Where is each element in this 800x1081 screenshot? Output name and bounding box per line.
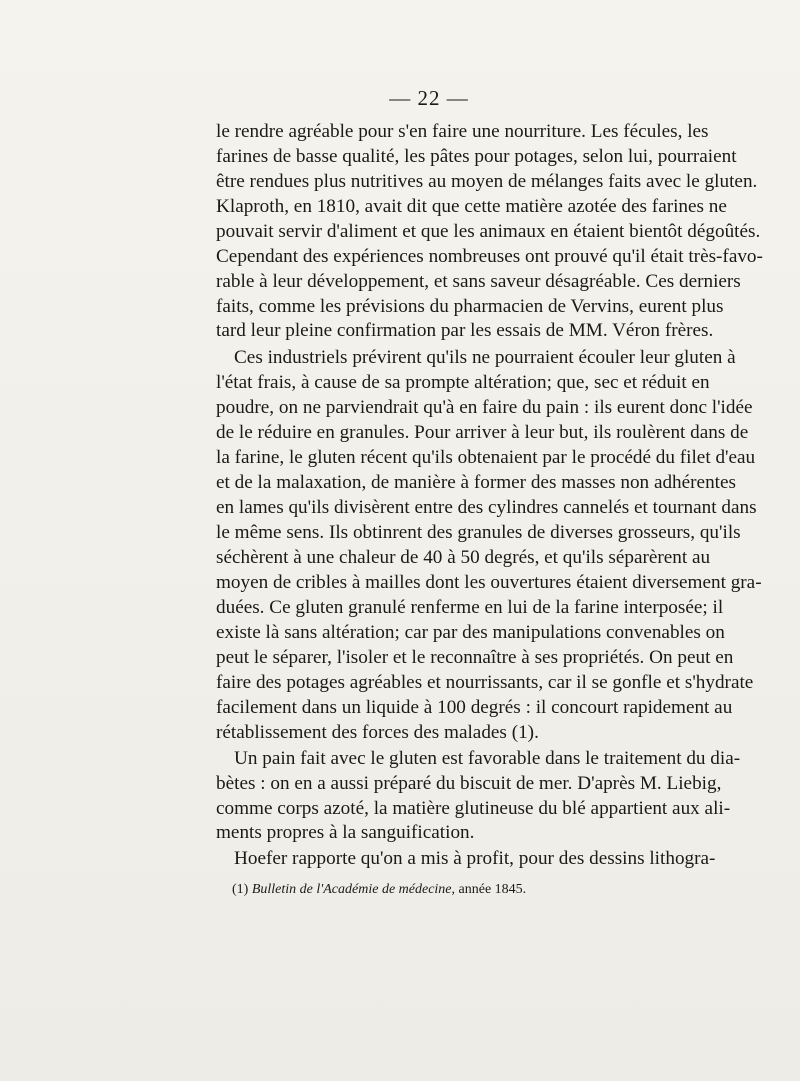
footnote-title: Bulletin de l'Académie de médecine, xyxy=(251,882,456,897)
text-line: duées. Ce gluten granulé renferme en lui de la farine interposée; il xyxy=(216,597,724,618)
text-line: Cependant des expériences nombreuses ont prouvé qu'il était très-favo- xyxy=(216,246,763,267)
footnote-marker: (1) xyxy=(232,882,249,897)
page-number: — 22 — xyxy=(389,86,469,110)
text-line: rétablissement des forces des malades (1). xyxy=(216,722,539,743)
text-line: faits, comme les prévisions du pharmacien de Vervins, eurent plus xyxy=(216,296,724,317)
text-line: l'état frais, à cause de sa prompte altération; que, sec et réduit en xyxy=(216,372,710,393)
text-line: moyen de cribles à mailles dont les ouvertures étaient diversement gra- xyxy=(216,572,762,593)
text-line: bètes : on en a aussi préparé du biscuit de mer. D'après M. Liebig, xyxy=(216,773,722,794)
text-line: tard leur pleine confirmation par les essais de MM. Véron frères. xyxy=(216,320,714,341)
text-line: le même sens. Ils obtinrent des granules de diverses grosseurs, qu'ils xyxy=(216,522,741,543)
text-line: facilement dans un liquide à 100 degrés : il concourt rapidement au xyxy=(216,697,733,718)
text-line: existe là sans altération; car par des manipulations convenables on xyxy=(216,622,725,643)
text-line: et de la malaxation, de manière à former des masses non adhérentes xyxy=(216,472,736,493)
text-line: Hoefer rapporte qu'on a mis à profit, pour des dessins lithogra- xyxy=(234,848,716,869)
text-line: séchèrent à une chaleur de 40 à 50 degrés, et qu'ils séparèrent au xyxy=(216,547,711,568)
text-line: le rendre agréable pour s'en faire une nourriture. Les fécules, les xyxy=(216,121,709,142)
text-line: de le réduire en granules. Pour arriver à leur but, ils roulèrent dans de xyxy=(216,422,749,443)
text-line: farines de basse qualité, les pâtes pour potages, selon lui, pourraient xyxy=(216,146,737,167)
text-line: rable à leur développement, et sans saveur désagréable. Ces derniers xyxy=(216,271,741,292)
text-line: en lames qu'ils divisèrent entre des cylindres cannelés et tournant dans xyxy=(216,497,757,518)
text-line: peut le séparer, l'isoler et le reconnaître à ses propriétés. On peut en xyxy=(216,647,734,668)
text-line: être rendues plus nutritives au moyen de mélanges faits avec le gluten. xyxy=(216,171,758,192)
text-line: ments propres à la sanguification. xyxy=(216,822,475,843)
text-line: Ces industriels prévirent qu'ils ne pourraient écouler leur gluten à xyxy=(234,347,736,368)
text-line: faire des potages agréables et nourrissants, car il se gonfle et s'hydrate xyxy=(216,672,754,693)
text-line: pouvait servir d'aliment et que les animaux en étaient bientôt dégoûtés. xyxy=(216,221,761,242)
text-line: comme corps azoté, la matière glutineuse du blé appartient aux ali- xyxy=(216,798,731,819)
footnote xyxy=(232,880,526,900)
text-line: Un pain fait avec le gluten est favorable dans le traitement du dia- xyxy=(234,748,741,769)
text-line: Klaproth, en 1810, avait dit que cette matière azotée des farines ne xyxy=(216,196,727,217)
footnote-rest: année 1845. xyxy=(458,882,527,897)
text-line: la farine, le gluten récent qu'ils obtenaient par le procédé du filet d'eau xyxy=(216,447,756,468)
text-line: poudre, on ne parviendrait qu'à en faire du pain : ils eurent donc l'idée xyxy=(216,397,753,418)
